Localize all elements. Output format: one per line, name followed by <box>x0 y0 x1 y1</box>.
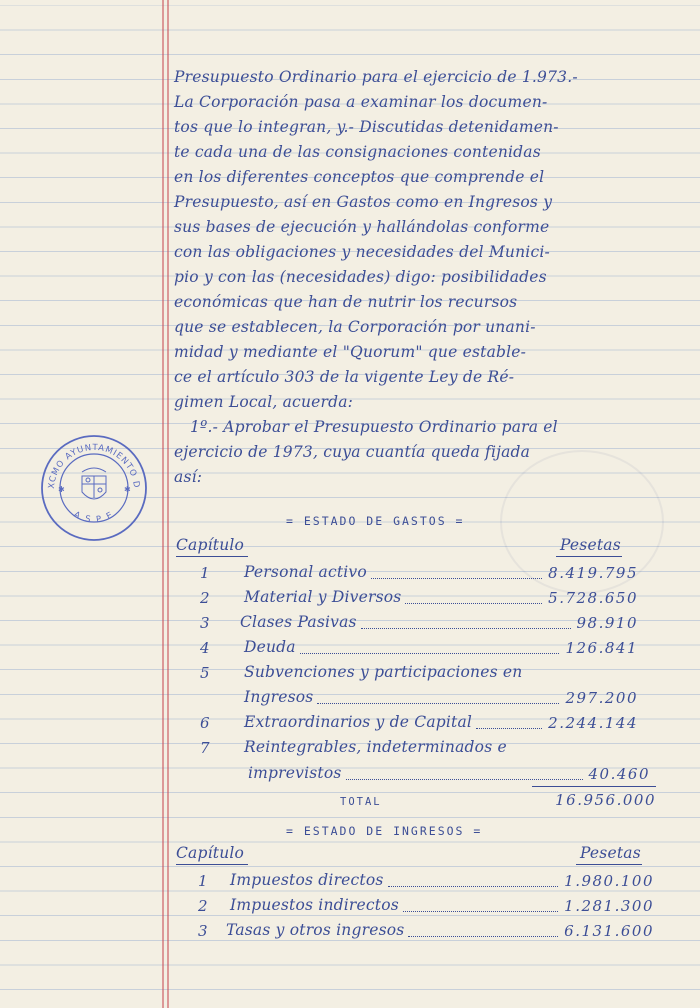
gastos-row-concept: Deuda <box>244 638 296 656</box>
svg-text:✱: ✱ <box>124 485 131 494</box>
gastos-row-number: 5 <box>200 664 210 682</box>
gastos-row-amount: 40.460 <box>588 765 650 783</box>
gastos-heading: = ESTADO DE GASTOS = <box>286 514 465 528</box>
gastos-total-label: TOTAL <box>340 796 382 808</box>
dot-leader <box>361 628 571 629</box>
gastos-row-amount: 297.200 <box>565 689 638 707</box>
body-line: ce el artículo 303 de la vigente Ley de Ré- <box>174 368 515 386</box>
gastos-row-concept: Clases Pasivas <box>240 613 357 631</box>
underline <box>176 556 248 557</box>
body-line: 1º.- Aprobar el Presupuesto Ordinario para el <box>190 418 558 436</box>
svg-text:✱: ✱ <box>58 485 65 494</box>
gastos-row-number: 3 <box>200 614 210 632</box>
body-line: Presupuesto Ordinario para el ejercicio de 1.973.- <box>174 68 578 86</box>
body-line: que se establecen, la Corporación por unani- <box>174 318 536 336</box>
gastos-row-amount: 126.841 <box>565 639 638 657</box>
ingresos-col-pesetas: Pesetas <box>580 844 641 862</box>
body-line: tos que lo integran, y.- Discutidas detenidamen- <box>174 118 559 136</box>
gastos-row-concept-cont: Ingresos <box>244 688 314 706</box>
ingresos-row-amount: 6.131.600 <box>564 922 654 940</box>
svg-text:A S P E <box>72 510 116 526</box>
gastos-row-amount: 2.244.144 <box>548 714 638 732</box>
underline <box>176 864 248 865</box>
body-line: Presupuesto, así en Gastos como en Ingresos y <box>174 193 553 211</box>
gastos-total-amount: 16.956.000 <box>555 791 656 809</box>
dot-leader <box>405 603 542 604</box>
body-line: La Corporación pasa a examinar los documen- <box>174 93 548 111</box>
gastos-row-amount: 5.728.650 <box>548 589 638 607</box>
body-line: te cada una de las consignaciones contenidas <box>174 143 541 161</box>
gastos-row-concept: Subvenciones y participaciones en <box>244 663 523 681</box>
seal-top-text: XCMO AYUNTAMIENTO D <box>46 442 142 490</box>
body-line: así: <box>174 468 203 486</box>
body-line: gimen Local, acuerda: <box>174 393 354 411</box>
underline <box>576 864 642 865</box>
ingresos-row-amount: 1.980.100 <box>564 872 654 890</box>
body-line: ejercicio de 1973, cuya cuantía queda fijada <box>174 443 531 461</box>
gastos-row-concept-cont: imprevistos <box>248 764 342 782</box>
dot-leader <box>300 653 559 654</box>
dot-leader <box>408 936 558 937</box>
gastos-row-concept: Personal activo <box>244 563 367 581</box>
gastos-row-concept: Reintegrables, indeterminados e <box>244 738 507 756</box>
gastos-row-concept: Extraordinarios y de Capital <box>244 713 473 731</box>
body-line: económicas que han de nutrir los recursos <box>174 293 518 311</box>
gastos-row-amount: 8.419.795 <box>548 564 638 582</box>
gastos-row-number: 7 <box>200 739 210 757</box>
margin-line <box>167 0 169 1008</box>
dot-leader <box>476 728 542 729</box>
gastos-col-capitulo: Capítulo <box>176 536 245 554</box>
gastos-row-concept: Material y Diversos <box>244 588 402 606</box>
coat-of-arms-icon <box>82 468 106 499</box>
gastos-row-number: 1 <box>200 564 210 582</box>
sum-underline <box>532 786 656 787</box>
gastos-col-pesetas: Pesetas <box>560 536 621 554</box>
dot-leader <box>388 886 558 887</box>
dot-leader <box>317 703 559 704</box>
body-line: midad y mediante el "Quorum" que estable- <box>174 343 527 361</box>
gastos-row-number: 4 <box>200 639 210 657</box>
underline <box>556 556 622 557</box>
ingresos-heading: = ESTADO DE INGRESOS = <box>286 824 483 838</box>
gastos-row-number: 6 <box>200 714 210 732</box>
body-line: pio y con las (necesidades) digo: posibilidades <box>174 268 547 286</box>
municipal-seal <box>38 432 150 544</box>
ingresos-row-number: 1 <box>198 872 208 890</box>
body-line: con las obligaciones y necesidades del Munici- <box>174 243 550 261</box>
dot-leader <box>346 779 583 780</box>
dot-leader <box>403 911 558 912</box>
ingresos-row-amount: 1.281.300 <box>564 897 654 915</box>
seal-bottom-text: A S P E <box>71 509 117 526</box>
ingresos-row-number: 2 <box>198 897 208 915</box>
ingresos-col-capitulo: Capítulo <box>176 844 245 862</box>
ingresos-row-number: 3 <box>198 922 208 940</box>
body-line: sus bases de ejecución y hallándolas conforme <box>174 218 550 236</box>
ingresos-row-concept: Tasas y otros ingresos <box>226 921 405 939</box>
margin-line <box>162 0 164 1008</box>
ingresos-row-concept: Impuestos directos <box>230 871 384 889</box>
ingresos-row-concept: Impuestos indirectos <box>230 896 399 914</box>
gastos-row-number: 2 <box>200 589 210 607</box>
body-line: en los diferentes conceptos que comprende el <box>174 168 545 186</box>
dot-leader <box>371 578 542 579</box>
gastos-row-amount: 98.910 <box>576 614 638 632</box>
